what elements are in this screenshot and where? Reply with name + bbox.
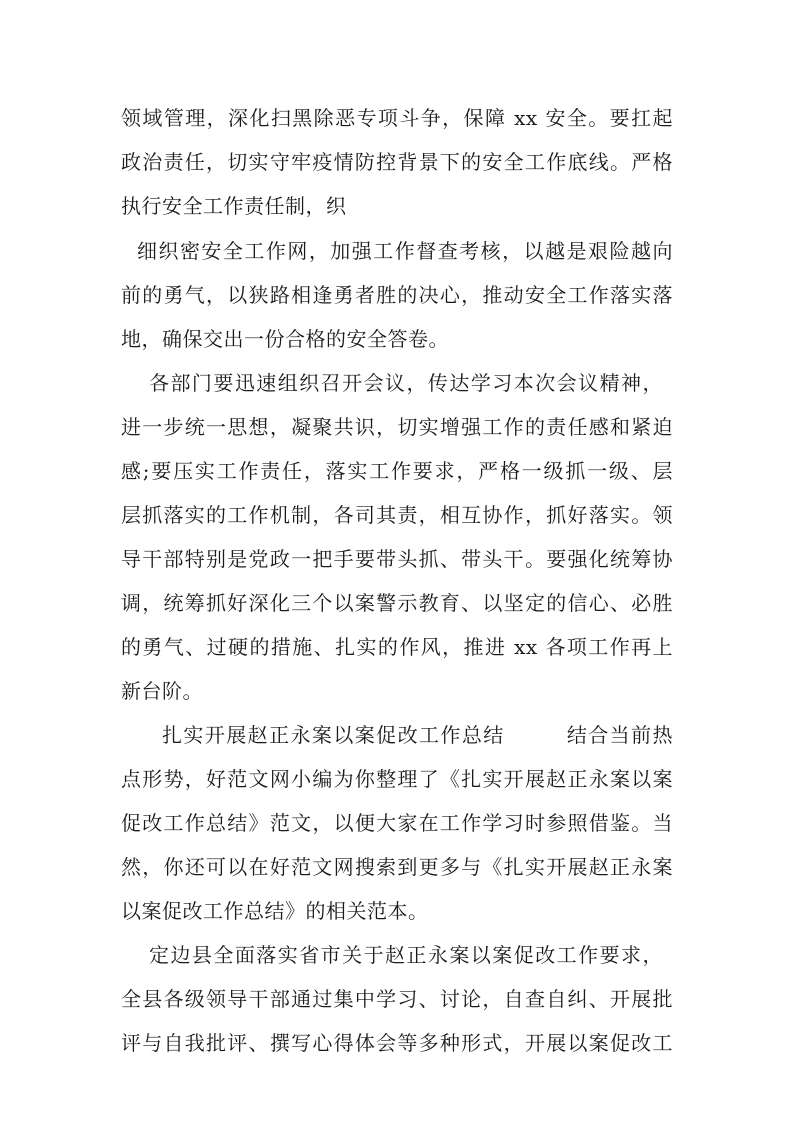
text-line: 政治责任，切实守牢疫情防控背景下的安全工作底线。严格 <box>121 150 673 174</box>
text-line: 的勇气、过硬的措施、扎实的作风，推进 xx 各项工作再上 <box>121 635 673 659</box>
text-line: 定边县全面落实省市关于赵正永案以案促改工作要求， <box>149 943 663 967</box>
text-line: 导干部特别是党政一把手要带头抓、带头干。要强化统筹协 <box>121 547 673 571</box>
text-line: 扎实开展赵正永案以案促改工作总结 结合当前热 <box>162 723 673 747</box>
text-line: 评与自我批评、撰写心得体会等多种形式，开展以案促改工 <box>121 1031 673 1055</box>
text-line: 层抓落实的工作机制，各司其责，相互协作，抓好落实。领 <box>121 503 673 527</box>
text-line: 然，你还可以在好范文网搜索到更多与《扎实开展赵正永案 <box>121 855 673 879</box>
text-line: 执行安全工作责任制，织 <box>121 194 347 218</box>
text-line: 各部门要迅速组织召开会议，传达学习本次会议精神， <box>149 371 663 395</box>
text-line: 细织密安全工作网，加强工作督查考核，以越是艰险越向 <box>137 239 673 263</box>
text-line: 以案促改工作总结》的相关范本。 <box>121 899 429 923</box>
text-line: 新台阶。 <box>121 679 203 703</box>
text-line: 地，确保交出一份合格的安全答卷。 <box>121 327 449 351</box>
text-line: 感;要压实工作责任，落实工作要求，严格一级抓一级、层 <box>121 459 673 483</box>
text-line: 点形势，好范文网小编为你整理了《扎实开展赵正永案以案 <box>121 767 673 791</box>
text-line: 全县各级领导干部通过集中学习、讨论，自查自纠、开展批 <box>121 987 673 1011</box>
text-line: 领域管理，深化扫黑除恶专项斗争，保障 xx 安全。要扛起 <box>121 106 673 130</box>
text-line: 前的勇气，以狭路相逢勇者胜的决心，推动安全工作落实落 <box>121 283 673 307</box>
text-line: 促改工作总结》范文，以便大家在工作学习时参照借鉴。当 <box>121 811 673 835</box>
text-line: 调，统筹抓好深化三个以案警示教育、以坚定的信心、必胜 <box>121 591 673 615</box>
text-line: 进一步统一思想，凝聚共识，切实增强工作的责任感和紧迫 <box>121 415 673 439</box>
